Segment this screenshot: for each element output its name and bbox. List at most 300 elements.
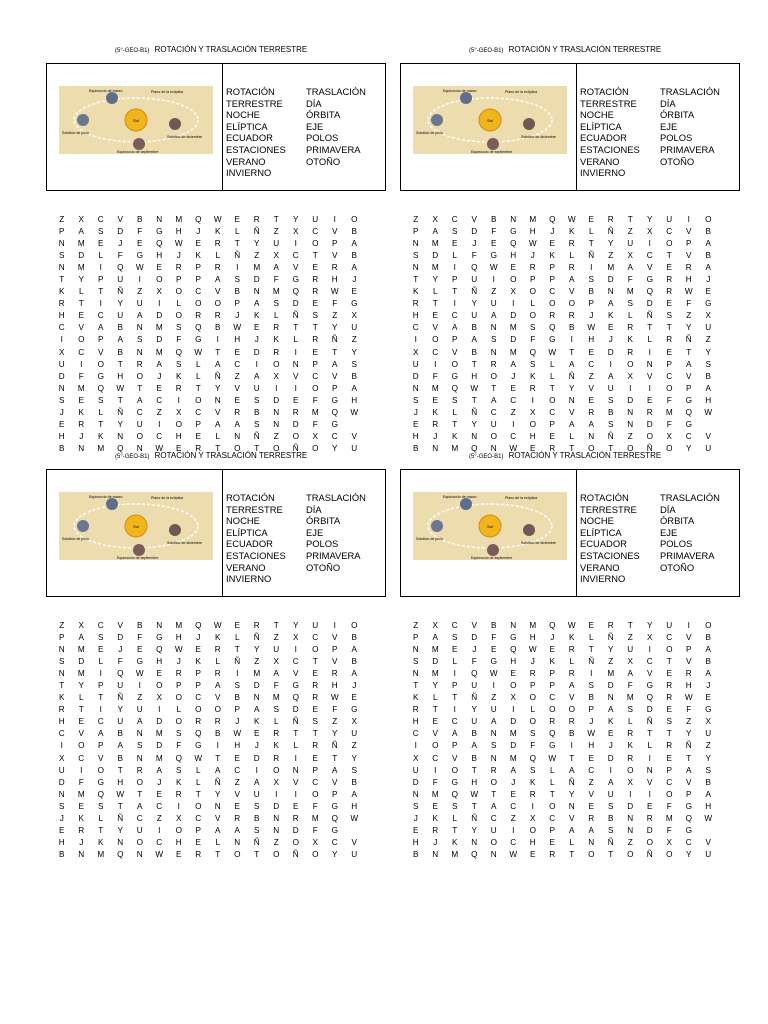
grid-letter: L: [530, 299, 536, 309]
grid-letter: V: [686, 777, 692, 787]
grid-letter: E: [549, 837, 555, 847]
grid-letter: P: [176, 275, 182, 285]
word-item: ESTACIONES: [226, 143, 286, 155]
grid-letter: E: [78, 801, 84, 811]
grid-letter: Ñ: [331, 335, 338, 345]
grid-letter: A: [137, 801, 143, 811]
grid-letter: [718, 753, 738, 765]
grid-letter: [718, 728, 738, 740]
grid-letter: Q: [529, 753, 536, 763]
word-item: ROTACIÓN: [580, 492, 629, 503]
grid-letter: B: [608, 407, 614, 417]
grid-letter: B: [705, 777, 711, 787]
grid-letter: B: [254, 407, 260, 417]
grid-letter: D: [292, 419, 299, 429]
grid-letter: D: [156, 311, 163, 321]
grid-letter: S: [59, 395, 65, 405]
grid-letter: G: [451, 371, 458, 381]
grid-letter: C: [195, 287, 202, 297]
grid-letter: P: [530, 275, 536, 285]
grid-letter: A: [254, 705, 260, 715]
grid-letter: [718, 322, 738, 334]
grid-letter: U: [117, 311, 124, 321]
grid-letter: R: [175, 383, 182, 393]
grid-letter: X: [647, 633, 653, 643]
grid-letter: C: [588, 765, 595, 775]
grid-letter: R: [490, 359, 497, 369]
grid-letter: R: [627, 753, 634, 763]
grid-letter: A: [117, 741, 123, 751]
grid-letter: R: [175, 669, 182, 679]
grid-letter: N: [78, 443, 85, 453]
grid-letter: O: [432, 741, 439, 751]
grid-letter: A: [215, 765, 221, 775]
label-equinox-march: Equinoccio de marzo: [443, 495, 477, 499]
grid-letter: [718, 298, 738, 310]
grid-letter: F: [530, 335, 536, 345]
grid-letter: F: [137, 227, 143, 237]
grid-letter: H: [156, 657, 163, 667]
grid-letter: H: [58, 311, 65, 321]
grid-letter: S: [413, 801, 419, 811]
grid-letter: E: [588, 621, 594, 630]
grid-letter: D: [117, 227, 124, 237]
grid-letter: X: [156, 693, 162, 703]
word-item: ECUADOR: [580, 538, 627, 550]
grid-letter: H: [175, 633, 182, 643]
grid-letter: Ñ: [253, 633, 260, 643]
grid-letter: O: [705, 621, 712, 630]
grid-letter: W: [528, 239, 537, 249]
grid-letter: W: [684, 287, 693, 297]
grid-letter: C: [549, 287, 556, 297]
grid-letter: J: [413, 813, 418, 823]
grid-letter: D: [432, 251, 439, 261]
grid-letter: Ñ: [646, 717, 653, 727]
grid-letter: [718, 765, 738, 777]
grid-letter: E: [59, 825, 65, 835]
grid-letter: L: [530, 705, 536, 715]
grid-letter: Y: [351, 347, 357, 357]
grid-letter: A: [510, 359, 516, 369]
grid-letter: K: [549, 251, 555, 261]
grid-letter: Z: [588, 777, 594, 787]
grid-letter: P: [452, 335, 458, 345]
grid-letter: S: [588, 681, 594, 691]
grid-letter: B: [117, 323, 123, 333]
grid-letter: Y: [686, 849, 692, 859]
word-item: EJE: [306, 120, 324, 132]
grid-letter: Y: [78, 681, 84, 691]
grid-letter: N: [58, 239, 65, 249]
grid-letter: A: [452, 323, 458, 333]
grid-letter: X: [627, 371, 633, 381]
grid-letter: W: [684, 693, 693, 703]
grid-letter: S: [491, 741, 497, 751]
grid-letter: T: [569, 753, 575, 763]
grid-letter: L: [452, 657, 458, 667]
grid-letter: N: [490, 443, 497, 453]
grid-letter: H: [471, 371, 478, 381]
grid-letter: R: [195, 717, 202, 727]
grid-letter: C: [549, 813, 556, 823]
grid-letter: T: [312, 729, 318, 739]
grid-letter: T: [117, 801, 123, 811]
grid-letter: O: [78, 335, 85, 345]
grid-letter: L: [569, 837, 575, 847]
grid-letter: Y: [254, 239, 260, 249]
grid-letter: W: [528, 645, 537, 655]
grid-letter: D: [627, 801, 634, 811]
grid-letter: E: [156, 789, 162, 799]
grid-letter: I: [492, 681, 495, 691]
grid-letter: I: [216, 335, 219, 345]
grid-letter: J: [59, 813, 64, 823]
grid-letter: H: [58, 431, 65, 441]
grid-letter: Ñ: [234, 251, 241, 261]
grid-letter: D: [471, 227, 478, 237]
grid-letter: V: [98, 753, 104, 763]
grid-letter: A: [608, 777, 614, 787]
grid-letter: B: [351, 227, 357, 237]
grid-letter: A: [608, 705, 614, 715]
label-equinox-september: Equinoccio de septiembre: [117, 150, 159, 154]
grid-letter: O: [549, 299, 556, 309]
grid-letter: A: [351, 645, 357, 655]
grid-letter: A: [705, 383, 711, 393]
grid-letter: J: [176, 251, 181, 261]
grid-letter: R: [214, 645, 221, 655]
grid-letter: M: [431, 383, 439, 393]
grid-letter: U: [627, 645, 634, 655]
grid-letter: V: [452, 753, 458, 763]
worksheet-top-left: [0, 0, 384, 453]
grid-letter: I: [453, 299, 456, 309]
word-item: ELÍPTICA: [226, 120, 268, 132]
grid-letter: A: [273, 263, 279, 273]
grid-letter: G: [549, 335, 556, 345]
grid-letter: M: [175, 215, 183, 224]
grid-letter: E: [608, 729, 614, 739]
grid-letter: B: [254, 813, 260, 823]
grid-letter: N: [234, 837, 241, 847]
label-solstice-december: Solsticio de diciembre: [521, 541, 556, 545]
grid-letter: F: [432, 777, 438, 787]
grid-letter: R: [312, 741, 319, 751]
grid-letter: K: [98, 431, 104, 441]
grid-letter: A: [569, 765, 575, 775]
grid-letter: S: [351, 765, 357, 775]
grid-letter: A: [588, 825, 594, 835]
worksheet-bottom-left: [0, 406, 384, 859]
grid-letter: A: [686, 359, 692, 369]
grid-letter: Y: [705, 753, 711, 763]
grid-letter: R: [627, 729, 634, 739]
grid-letter: H: [510, 657, 517, 667]
grid-letter: D: [646, 299, 653, 309]
grid-letter: A: [705, 669, 711, 679]
grid-letter: D: [78, 251, 85, 261]
word-list: [580, 86, 738, 179]
grid-letter: D: [253, 753, 260, 763]
word-item: TRASLACIÓN: [306, 492, 366, 503]
grid-letter: U: [117, 275, 124, 285]
grid-letter: H: [58, 717, 65, 727]
word-item: PRIMAVERA: [306, 549, 361, 561]
grid-letter: N: [490, 323, 497, 333]
grid-letter: A: [332, 359, 338, 369]
grid-letter: N: [234, 431, 241, 441]
grid-letter: Q: [685, 813, 692, 823]
grid-letter: F: [666, 801, 672, 811]
grid-letter: Q: [451, 789, 458, 799]
grid-letter: E: [195, 837, 201, 847]
grid-letter: Y: [117, 419, 123, 429]
word-list: [580, 492, 738, 585]
grid-letter: I: [531, 395, 534, 405]
grid-letter: [718, 250, 738, 262]
grid-letter: N: [627, 419, 634, 429]
grid-letter: W: [587, 323, 596, 333]
grid-letter: L: [549, 777, 555, 787]
grid-letter: I: [512, 419, 515, 429]
grid-letter: R: [666, 287, 673, 297]
grid-letter: M: [77, 645, 85, 655]
grid-letter: O: [627, 443, 634, 453]
grid-letter: E: [432, 311, 438, 321]
grid-letter: C: [136, 407, 143, 417]
grid-letter: T: [432, 299, 438, 309]
grid-letter: Z: [137, 693, 143, 703]
grid-letter: E: [491, 239, 497, 249]
grid-letter: S: [254, 825, 260, 835]
grid-letter: O: [195, 395, 202, 405]
grid-letter: F: [627, 275, 633, 285]
grid-letter: E: [705, 287, 711, 297]
grid-letter: S: [530, 323, 536, 333]
grid-letter: F: [471, 657, 477, 667]
grid-letter: O: [432, 335, 439, 345]
grid-letter: R: [412, 299, 419, 309]
grid-letter: G: [331, 801, 338, 811]
grid-letter: V: [351, 837, 357, 847]
grid-letter: A: [705, 239, 711, 249]
grid-letter: Z: [608, 657, 614, 667]
word-item: INVIERNO: [580, 167, 626, 179]
grid-letter: Y: [471, 825, 477, 835]
grid-letter: M: [451, 849, 459, 859]
grid-letter: C: [549, 407, 556, 417]
grid-letter: X: [312, 837, 318, 847]
grid-letter: I: [512, 825, 515, 835]
grid-letter: Z: [686, 717, 692, 727]
grid-letter: Z: [686, 311, 692, 321]
grid-letter: E: [588, 753, 594, 763]
grid-letter: V: [293, 263, 299, 273]
grid-letter: C: [549, 693, 556, 703]
grid-letter: S: [98, 395, 104, 405]
word-item: NOCHE: [226, 109, 260, 121]
grid-letter: K: [569, 227, 575, 237]
grid-letter: L: [98, 407, 104, 417]
grid-letter: [364, 813, 384, 825]
grid-letter: H: [351, 801, 358, 811]
word-item: TERRESTRE: [580, 97, 637, 109]
grid-letter: M: [77, 383, 85, 393]
grid-letter: U: [705, 323, 712, 333]
grid-letter: O: [312, 383, 319, 393]
grid-letter: P: [332, 383, 338, 393]
grid-letter: L: [647, 741, 653, 751]
grid-letter: A: [705, 645, 711, 655]
grid-letter: T: [627, 621, 633, 630]
grid-letter: V: [117, 215, 123, 224]
grid-letter: N: [273, 407, 280, 417]
grid-letter: H: [529, 633, 536, 643]
grid-letter: N: [156, 215, 163, 224]
grid-letter: U: [58, 765, 65, 775]
grid-letter: R: [58, 705, 65, 715]
grid-letter: P: [195, 669, 201, 679]
grid-letter: Ñ: [292, 443, 299, 453]
grid-letter: S: [273, 299, 279, 309]
grid-letter: B: [351, 371, 357, 381]
word-item: VERANO: [226, 561, 266, 573]
grid-letter: P: [666, 765, 672, 775]
grid-letter: K: [627, 335, 633, 345]
grid-letter: K: [176, 777, 182, 787]
grid-letter: U: [312, 621, 319, 630]
grid-letter: N: [412, 669, 419, 679]
grid-letter: U: [117, 717, 124, 727]
grid-letter: R: [273, 753, 280, 763]
grid-letter: F: [686, 705, 692, 715]
grid-letter: W: [489, 669, 498, 679]
grid-letter: E: [351, 287, 357, 297]
grid-letter: I: [512, 299, 515, 309]
grid-letter: U: [312, 215, 319, 224]
grid-letter: R: [607, 621, 614, 630]
grid-letter: O: [666, 849, 673, 859]
grid-letter: X: [413, 753, 419, 763]
grid-letter: L: [293, 741, 299, 751]
grid-letter: W: [174, 645, 183, 655]
grid-letter: P: [588, 705, 594, 715]
grid-letter: J: [118, 645, 123, 655]
grid-letter: R: [312, 275, 319, 285]
grid-letter: E: [588, 215, 594, 224]
grid-letter: A: [351, 383, 357, 393]
grid-letter: D: [58, 371, 65, 381]
grid-letter: R: [312, 693, 319, 703]
grid-letter: L: [78, 693, 84, 703]
grid-letter: D: [432, 657, 439, 667]
grid-letter: M: [665, 813, 673, 823]
grid-letter: T: [666, 251, 672, 261]
grid-letter: H: [705, 395, 712, 405]
grid-letter: B: [588, 287, 594, 297]
grid-letter: Z: [627, 633, 633, 643]
grid-letter: K: [176, 371, 182, 381]
grid-letter: Q: [549, 729, 556, 739]
grid-letter: E: [234, 801, 240, 811]
grid-letter: B: [471, 347, 477, 357]
grid-letter: T: [471, 765, 477, 775]
grid-letter: L: [549, 765, 555, 775]
grid-letter: U: [412, 359, 419, 369]
grid-letter: N: [588, 431, 595, 441]
grid-letter: T: [549, 789, 555, 799]
grid-letter: K: [413, 287, 419, 297]
grid-letter: Ñ: [331, 741, 338, 751]
grid-letter: P: [452, 741, 458, 751]
grid-letter: O: [312, 849, 319, 859]
grid-letter: Y: [647, 621, 653, 630]
grid-letter: R: [588, 407, 595, 417]
grid-letter: C: [510, 801, 517, 811]
grid-letter: D: [253, 275, 260, 285]
grid-letter: M: [253, 263, 261, 273]
grid-letter: F: [176, 741, 182, 751]
grid-letter: M: [77, 263, 85, 273]
grid-letter: V: [705, 837, 711, 847]
course-code: (5°-GEO-B1): [115, 48, 150, 54]
grid-letter: N: [292, 765, 299, 775]
label-ecliptic-plane: Plano de la eclíptica: [151, 496, 184, 500]
grid-letter: O: [195, 705, 202, 715]
grid-letter: T: [254, 443, 260, 453]
word-item: DÍA: [306, 97, 322, 109]
grid-letter: Q: [646, 693, 653, 703]
grid-letter: H: [510, 251, 517, 261]
grid-letter: M: [607, 263, 615, 273]
grid-letter: S: [176, 323, 182, 333]
grid-letter: Z: [234, 371, 240, 381]
grid-letter: K: [452, 431, 458, 441]
word-item: INVIERNO: [226, 167, 272, 179]
grid-letter: L: [432, 287, 438, 297]
grid-letter: E: [78, 717, 84, 727]
grid-letter: V: [234, 383, 240, 393]
grid-letter: T: [273, 621, 279, 630]
grid-letter: K: [530, 371, 536, 381]
grid-letter: M: [431, 669, 439, 679]
grid-letter: Q: [156, 645, 163, 655]
grid-letter: O: [627, 359, 634, 369]
grid-letter: E: [176, 443, 182, 453]
grid-letter: L: [215, 657, 221, 667]
grid-letter: X: [273, 777, 279, 787]
grid-letter: N: [273, 825, 280, 835]
grid-letter: X: [432, 215, 438, 224]
grid-letter: B: [705, 251, 711, 261]
grid-letter: A: [491, 311, 497, 321]
grid-letter: R: [568, 717, 575, 727]
grid-letter: N: [646, 359, 653, 369]
grid-letter: E: [491, 645, 497, 655]
grid-letter: [718, 262, 738, 274]
grid-letter: [718, 334, 738, 346]
grid-letter: I: [60, 741, 63, 751]
grid-letter: D: [156, 741, 163, 751]
grid-letter: Z: [351, 741, 357, 751]
grid-letter: J: [550, 633, 555, 643]
grid-letter: S: [176, 359, 182, 369]
grid-letter: A: [351, 789, 357, 799]
grid-letter: T: [666, 323, 672, 333]
grid-letter: C: [292, 657, 299, 667]
grid-letter: P: [59, 633, 65, 643]
